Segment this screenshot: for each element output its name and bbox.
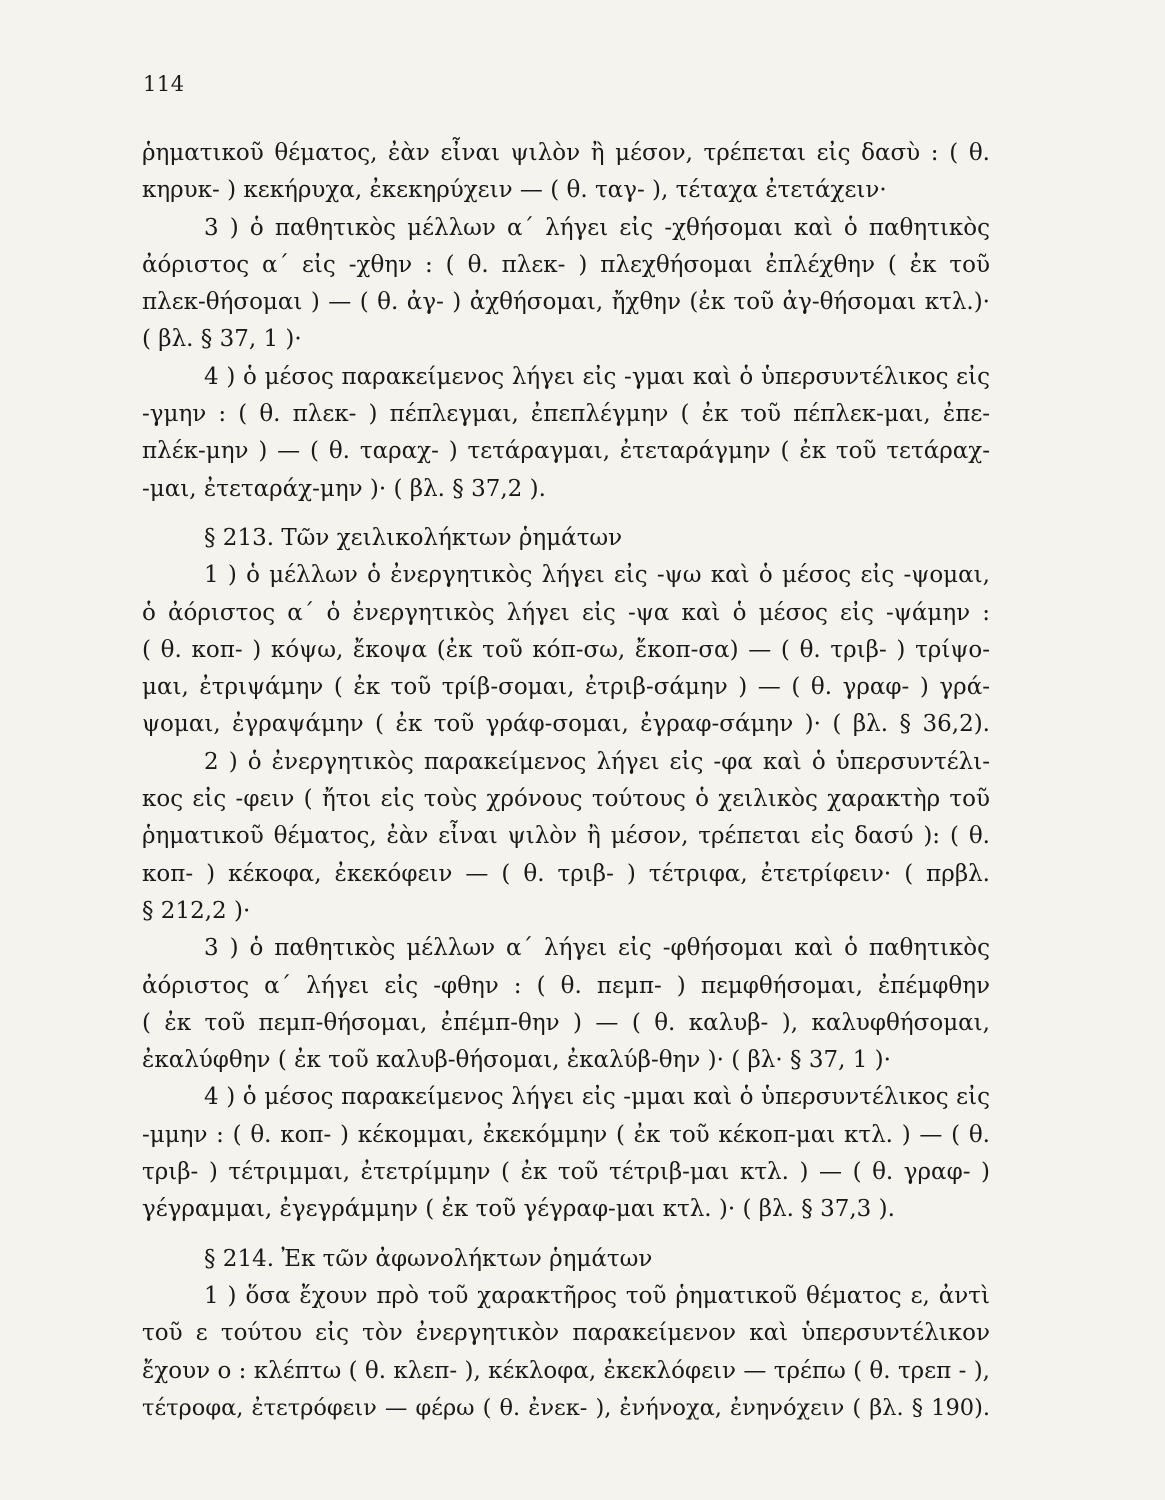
text-line: ἀόριστος α΄ εἰς -χθην : ( θ. πλεκ- ) πλεχθήσομαι ἐπλέχθην ( ἐκ τοῦ [142,251,990,278]
text-line: κος εἰς -φειν ( ἤτοι εἰς τοὺς χρόνους τούτους ὁ χειλικὸς χαρακτὴρ τοῦ [142,786,990,813]
paragraph [142,359,990,508]
text-line: § 212,2 )· [142,897,251,924]
paragraph [142,210,990,359]
text-line: κηρυκ- ) κεκήρυχα, ἐκεκηρύχειν — ( θ. ταγ- ), τέταχα ἐτετάχειν· [142,177,887,204]
paragraph [142,135,990,210]
text-line: -μαι, ἐτεταράχ-μην )· ( βλ. § 37,2 ). [142,475,546,502]
text-line: κοπ- ) κέκοφα, ἐκεκόφειν — ( θ. τριβ- ) τέτριφα, ἐτετρίφειν· ( πρβλ. [142,860,990,887]
text-line: ἐκαλύφθην ( ἐκ τοῦ καλυβ-θήσομαι, ἐκαλύβ-θην )· ( βλ· § 37, 1 )· [142,1047,891,1074]
text-line: ἔχουν ο : κλέπτω ( θ. κλεπ- ), κέκλοφα, ἐκεκλόφειν — τρέπω ( θ. τρεπ - ), [142,1357,990,1384]
text-line: πλέκ-μην ) — ( θ. ταραχ- ) τετάραγμαι, ἐτεταράγμην ( ἐκ τοῦ τετάραχ- [142,438,990,465]
text-line: τέτροφα, ἐτετρόφειν — φέρω ( θ. ἐνεκ- ), ἐνήνοχα, ἐνηνόχειν ( βλ. § 190). [142,1394,990,1421]
paragraph [142,557,990,743]
text-line: 4 ) ὁ μέσος παρακείμενος λήγει εἰς -γμαι καὶ ὁ ὑπερσυντέλικος εἰς [204,363,990,390]
text-line: ψομαι, ἐγραψάμην ( ἐκ τοῦ γράφ-σομαι, ἐγραφ-σάμην )· ( βλ. § 36,2). [142,711,990,738]
paragraph [142,930,990,1079]
text-line: 3 ) ὁ παθητικὸς μέλλων α΄ λήγει εἰς -φθήσομαι καὶ ὁ παθητικὸς [204,935,990,962]
section-heading [142,520,990,557]
text-line: 3 ) ὁ παθητικὸς μέλλων α΄ λήγει εἰς -χθήσομαι καὶ ὁ παθητικὸς [204,214,990,241]
body-text [142,135,990,1427]
paragraph [142,744,990,930]
text-line: ῥηματικοῦ θέματος, ἐὰν εἶναι ψιλὸν ἢ μέσον, τρέπεται εἰς δασύ ): ( θ. [142,823,990,850]
text-line: μαι, ἐτριψάμην ( ἐκ τοῦ τρίβ-σομαι, ἐτριβ-σάμην ) — ( θ. γραφ- ) γρά- [142,674,990,701]
section-title: § 213. Τῶν χειλικολήκτων ῥημάτων [204,524,623,551]
page-number: 114 [143,72,185,96]
text-line: ἀόριστος α΄ λήγει εἰς -φθην : ( θ. πεμπ- ) πεμφθήσομαι, ἐπέμφθην [142,972,990,999]
text-line: 1 ) ὅσα ἔχουν πρὸ τοῦ χαρακτῆρος τοῦ ῥηματικοῦ θέματος ε, ἀντὶ [204,1282,990,1309]
text-line: 4 ) ὁ μέσος παρακείμενος λήγει εἰς -μμαι καὶ ὁ ὑπερσυντέλικος εἰς [204,1084,990,1111]
paragraph [142,1278,990,1427]
text-line: -μμην : ( θ. κοπ- ) κέκομμαι, ἐκεκόμμην ( ἐκ τοῦ κέκοπ-μαι κτλ. ) — ( θ. [142,1121,990,1148]
text-line: ῥηματικοῦ θέματος, ἐὰν εἶναι ψιλὸν ἢ μέσον, τρέπεται εἰς δασὺ : ( θ. [142,140,990,166]
text-line: -γμην : ( θ. πλεκ- ) πέπλεγμαι, ἐπεπλέγμην ( ἐκ τοῦ πέπλεκ-μαι, ἐπε- [142,401,990,428]
paragraph [142,1079,990,1228]
text-line: ( ἐκ τοῦ πεμπ-θήσομαι, ἐπέμπ-θην ) — ( θ. καλυβ- ), καλυφθήσομαι, [142,1009,990,1036]
text-line: ὁ ἀόριστος α΄ ὁ ἐνεργητικὸς λήγει εἰς -ψα καὶ ὁ μέσος εἰς -ψάμην : [142,599,990,626]
text-line: τριβ- ) τέτριμμαι, ἐτετρίμμην ( ἐκ τοῦ τέτριβ-μαι κτλ. ) — ( θ. γραφ- ) [142,1159,990,1186]
text-line: ( βλ. § 37, 1 )· [142,326,302,353]
section-heading [142,1241,990,1278]
text-line: γέγραμμαι, ἐγεγράμμην ( ἐκ τοῦ γέγραφ-μαι κτλ. )· ( βλ. § 37,3 ). [142,1196,895,1223]
section-title: § 214. Ἐκ τῶν ἀφωνολήκτων ῥημάτων [204,1245,653,1272]
text-line: πλεκ-θήσομαι ) — ( θ. ἀγ- ) ἀχθήσομαι, ἤχθην (ἐκ τοῦ ἀγ-θήσομαι κτλ.)· [142,289,990,316]
text-line: τοῦ ε τούτου εἰς τὸν ἐνεργητικὸν παρακείμενον καὶ ὑπερσυντέλικον [142,1320,990,1347]
text-line: 1 ) ὁ μέλλων ὁ ἐνεργητικὸς λήγει εἰς -ψω καὶ ὁ μέσος εἰς -ψομαι, [204,562,990,589]
text-line: 2 ) ὁ ἐνεργητικὸς παρακείμενος λήγει εἰς -φα καὶ ὁ ὑπερσυντέλι- [204,748,990,775]
text-line: ( θ. κοπ- ) κόψω, ἔκοψα (ἐκ τοῦ κόπ-σω, ἔκοπ-σα) — ( θ. τριβ- ) τρίψο- [142,636,990,663]
